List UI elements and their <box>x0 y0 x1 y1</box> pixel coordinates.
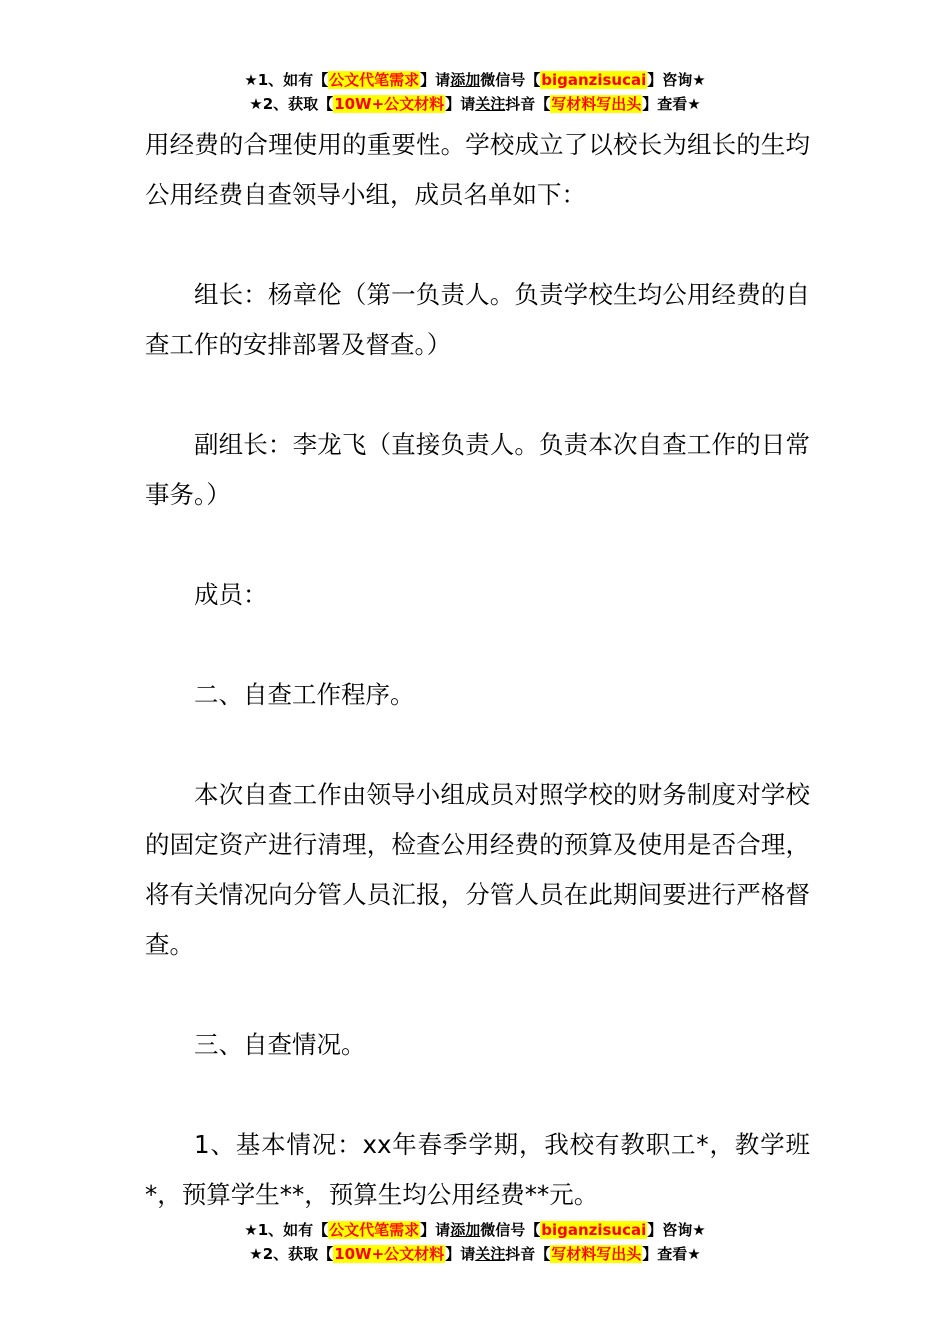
banner-line-1: ★1、如有【公文代笔需求】请添加微信号【biganzisucai】咨询★ <box>244 1221 706 1239</box>
section-heading-procedure: 二、自查工作程序。 <box>194 680 415 709</box>
paragraph-members: 成员： <box>194 580 268 609</box>
highlight-douyin-account: 写材料写出头 <box>551 1245 642 1263</box>
highlight-materials: 10W+公文材料 <box>334 1245 445 1263</box>
highlight-writing-service: 公文代笔需求 <box>329 71 420 89</box>
paragraph-procedure: 本次自查工作由领导小组成员对照学校的财务制度对学校的固定资产进行清理，检查公用经费的预算及使用是否合理，将有关情况向分管人员汇报，分管人员在此期间要进行严格督查。 <box>145 780 810 959</box>
banner-line-2: ★2、获取【10W+公文材料】请关注抖音【写材料写出头】查看★ <box>249 1245 701 1263</box>
header-banner <box>0 68 950 116</box>
paragraph-deputy-leader: 副组长：李龙飞（直接负责人。负责本次自查工作的日常事务。） <box>145 430 810 509</box>
document-body <box>145 120 810 1270</box>
highlight-wechat-id: biganzisucai <box>541 1221 647 1239</box>
highlight-materials: 10W+公文材料 <box>334 95 445 113</box>
section-heading-status: 三、自查情况。 <box>194 1030 366 1059</box>
highlight-douyin-account: 写材料写出头 <box>551 95 642 113</box>
paragraph-basic-info: 1、基本情况：xx年春季学期，我校有教职工*，教学班*，预算学生**，预算生均公用经费**元。 <box>145 1130 810 1209</box>
paragraph-continuation: 用经费的合理使用的重要性。学校成立了以校长为组长的生均公用经费自查领导小组，成员名单如下： <box>145 130 810 209</box>
highlight-wechat-id: biganzisucai <box>541 71 647 89</box>
footer-banner <box>0 1218 950 1266</box>
banner-line-1: ★1、如有【公文代笔需求】请添加微信号【biganzisucai】咨询★ <box>244 71 706 89</box>
paragraph-group-leader: 组长：杨章伦（第一负责人。负责学校生均公用经费的自查工作的安排部署及督查。） <box>145 280 810 359</box>
banner-line-2: ★2、获取【10W+公文材料】请关注抖音【写材料写出头】查看★ <box>249 95 701 113</box>
highlight-writing-service: 公文代笔需求 <box>329 1221 420 1239</box>
